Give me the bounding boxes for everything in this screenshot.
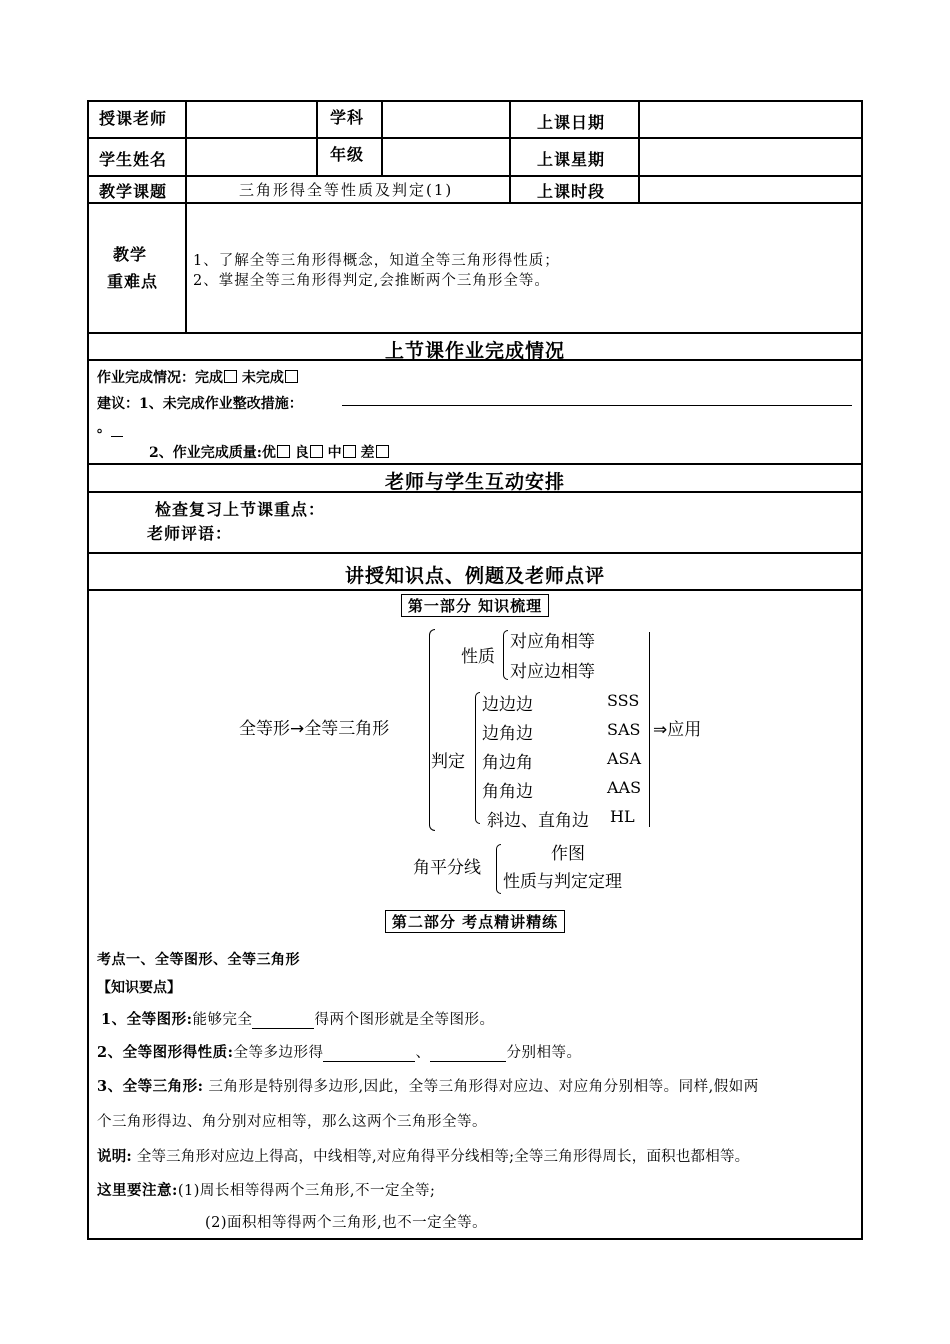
homework-quality [149, 442, 389, 462]
attention-line: 这里要注意:(1)周长相等得两个三角形,不一定全等; [97, 1182, 436, 1199]
knowledge-heading: 【知识要点】 [97, 980, 181, 996]
apply-label: ⇒应用 [653, 720, 702, 740]
review-label: 检查复习上节课重点： [155, 500, 326, 519]
part2-heading: 第二部分 考点精讲精练 [385, 910, 565, 933]
quality-mid-label: 中 [322, 445, 342, 461]
line-3-cont: 个三角形得边、角分别对应相等，那么这两个三角形全等。 [97, 1114, 487, 1130]
quality-good-label: 良 [289, 445, 309, 461]
student-field[interactable] [187, 139, 315, 174]
topic-value: 三角形得全等性质及判定(1) [239, 181, 454, 199]
excellent-checkbox[interactable] [277, 445, 290, 458]
date-label: 上课日期 [537, 113, 606, 132]
rule-2-name: 边角边 [482, 724, 533, 744]
grade-label: 年级 [330, 145, 365, 164]
lecture-title: 讲授知识点、例题及老师点评 [344, 565, 605, 587]
line-3: 3、全等三角形: 三角形是特别得多边形,因此，全等三角形得对应边、对应角分别相等。同样,假如两 [97, 1078, 759, 1095]
point1-title: 考点一、全等图形、全等三角形 [97, 952, 300, 968]
bisector-item-1: 作图 [551, 844, 585, 864]
mid-checkbox[interactable] [343, 445, 356, 458]
judge-brace [475, 692, 480, 824]
rule-2-abbr: SAS [607, 720, 641, 739]
subject-label: 学科 [330, 108, 365, 127]
done-checkbox[interactable] [224, 370, 237, 383]
judge-label: 判定 [431, 752, 465, 772]
teacher-label: 授课老师 [99, 109, 168, 128]
advice-input-line[interactable] [342, 405, 852, 406]
property-item-2: 对应边相等 [510, 662, 595, 682]
topic-label: 教学课题 [99, 182, 168, 201]
rule-5-name: 斜边、直角边 [487, 811, 589, 831]
homework-title: 上节课作业完成情况 [384, 340, 565, 362]
property-item-1: 对应角相等 [510, 632, 595, 652]
attention-line-2: (2)面积相等得两个三角形,也不一定全等。 [205, 1215, 488, 1231]
not-done-checkbox[interactable] [285, 370, 298, 383]
note-line: 说明: 全等三角形对应边上得高，中线相等,对应角得平分线相等;全等三角形得周长，面积也都相等。 [97, 1148, 750, 1165]
rule-4-name: 角角边 [482, 782, 533, 802]
blank-2[interactable] [323, 1047, 415, 1062]
teacher-field[interactable] [187, 102, 315, 136]
bisector-label: 角平分线 [413, 858, 481, 878]
good-checkbox[interactable] [310, 445, 323, 458]
line-2: 2、全等图形得性质:全等多边形得 、 分别相等。 [97, 1044, 582, 1061]
weekday-label: 上课星期 [537, 150, 606, 169]
line-1: 1、全等图形:能够完全 得两个图形就是全等图形。 [101, 1011, 495, 1028]
property-brace [503, 630, 508, 680]
advice-label: 建议：1、未完成作业整改措施： [97, 396, 303, 412]
rule-5-abbr: HL [610, 807, 635, 826]
blank-3[interactable] [430, 1047, 506, 1062]
status-done-label: 作业完成情况：完成 [97, 370, 223, 386]
property-label: 性质 [461, 647, 495, 667]
right-bracket-line [649, 632, 650, 827]
weekday-field[interactable] [640, 139, 860, 174]
homework-status [97, 367, 298, 387]
part1-heading: 第一部分 知识梳理 [401, 594, 549, 617]
comment-label: 老师评语： [147, 524, 233, 543]
student-label: 学生姓名 [99, 150, 168, 169]
bisector-item-2: 性质与判定定理 [503, 872, 622, 892]
rule-1-name: 边边边 [482, 695, 533, 715]
grade-field[interactable] [383, 139, 508, 174]
rule-3-name: 角边角 [482, 753, 533, 773]
blank-1[interactable] [252, 1014, 314, 1029]
status-not-done-label: 未完成 [237, 370, 284, 386]
keypoint-item-1: 1、了解全等三角形得概念，知道全等三角形得性质； [193, 253, 560, 269]
bisector-brace [496, 844, 501, 894]
quality-excellent-label: 2、作业完成质量:优 [149, 445, 276, 461]
time-label: 上课时段 [537, 182, 606, 201]
main-brace [429, 629, 435, 831]
time-field[interactable] [640, 177, 860, 201]
rule-1-abbr: SSS [607, 691, 640, 710]
subject-field[interactable] [383, 102, 508, 136]
keypoints-label-1: 教学 [113, 245, 148, 264]
rule-4-abbr: AAS [607, 778, 642, 797]
advice-period: 。 [97, 417, 123, 437]
quality-bad-label: 差 [355, 445, 375, 461]
keypoints-label-2: 重难点 [107, 272, 159, 291]
diagram-start: 全等形→全等三角形 [239, 719, 390, 739]
bad-checkbox[interactable] [376, 445, 389, 458]
lesson-plan-sheet [87, 100, 863, 1240]
date-field[interactable] [640, 102, 860, 136]
interaction-title: 老师与学生互动安排 [384, 471, 565, 493]
keypoint-item-2: 2、掌握全等三角形得判定,会推断两个三角形全等。 [193, 273, 550, 289]
rule-3-abbr: ASA [607, 749, 642, 768]
